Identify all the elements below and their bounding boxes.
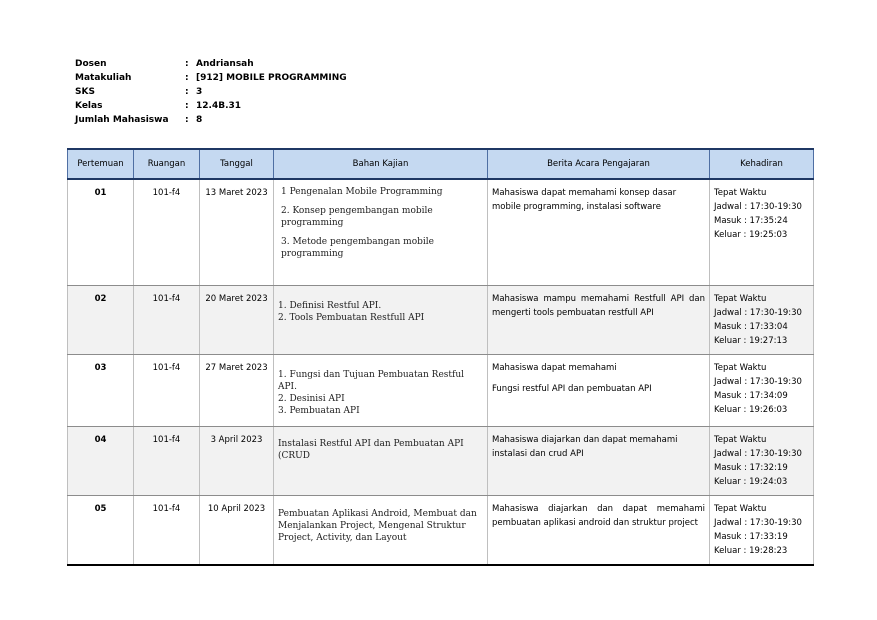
hadir-jadwal: Jadwal : 17:30-19:30 [714,448,802,459]
hadir-keluar: Keluar : 19:24:03 [714,476,788,487]
schedule-table [67,148,814,566]
kehadiran-cell [710,354,814,426]
bahan-kajian-cell [274,179,488,285]
hadir-masuk: Masuk : 17:32:19 [714,462,788,473]
table-row [68,495,814,565]
pertemuan-cell: 03 [68,354,134,426]
hadir-jadwal: Jadwal : 17:30-19:30 [714,202,802,212]
bahan-item: 2. Tools Pembuatan Restfull API [278,312,425,323]
pertemuan-cell: 01 [68,179,134,285]
kehadiran-cell [710,179,814,285]
kehadiran-cell [710,426,814,495]
bahan-kajian-cell [274,285,488,354]
berita-text: Fungsi restful API dan pembuatan API [492,383,652,394]
info-label: Jumlah Mahasiswa [75,115,169,125]
pertemuan-cell: 04 [68,426,134,495]
info-colon: : [185,73,189,83]
info-value: 8 [196,115,203,125]
bahan-item: 1. Fungsi dan Tujuan Pembuatan Restful API. [278,369,465,392]
info-label: Matakuliah [75,73,132,83]
hadir-keluar: Keluar : 19:27:13 [714,335,788,346]
table-header-row [68,149,814,179]
table-row [68,426,814,495]
hadir-keluar: Keluar : 19:28:23 [714,545,788,556]
tanggal-cell: 20 Maret 2023 [200,285,274,354]
header-pertemuan: Pertemuan [68,149,134,179]
hadir-masuk: Masuk : 17:34:09 [714,390,788,401]
kehadiran-cell [710,285,814,354]
berita-text: Mahasiswa mampu memahami Restfull API dan mengerti tools pembuatan restfull API [492,293,705,318]
info-colon: : [185,101,189,111]
hadir-masuk: Masuk : 17:33:04 [714,321,788,332]
header-ruangan: Ruangan [134,149,200,179]
berita-text: Mahasiswa dapat memahami [492,362,617,373]
ruangan-cell: 101-f4 [134,285,200,354]
header-berita-acara: Berita Acara Pengajaran [488,149,710,179]
info-value: 3 [196,87,203,97]
hadir-jadwal: Jadwal : 17:30-19:30 [714,376,802,387]
hadir-masuk: Masuk : 17:33:19 [714,531,788,542]
berita-acara-cell [488,495,710,565]
hadir-jadwal: Jadwal : 17:30-19:30 [714,307,802,318]
hadir-status: Tepat Waktu [714,293,767,304]
bahan-item: Instalasi Restful API dan Pembuatan API (CRUD [278,438,464,461]
tanggal-cell: 27 Maret 2023 [200,354,274,426]
info-colon: : [185,87,189,97]
info-colon: : [185,59,189,69]
ruangan-cell: 101-f4 [134,354,200,426]
hadir-keluar: Keluar : 19:25:03 [714,230,788,240]
bahan-item: 2. Desinisi API [278,393,345,404]
berita-acara-cell [488,285,710,354]
bahan-item: 1 Pengenalan Mobile Programming [281,187,443,197]
bahan-item: 3. Metode pengembangan mobile programming [281,237,434,259]
hadir-status: Tepat Waktu [714,434,767,445]
tanggal-cell: 13 Maret 2023 [200,179,274,285]
hadir-status: Tepat Waktu [714,503,767,514]
berita-acara-cell [488,179,710,285]
hadir-keluar: Keluar : 19:26:03 [714,404,788,415]
bahan-item: 1. Definisi Restful API. [278,300,382,311]
bahan-kajian-cell [274,354,488,426]
kehadiran-cell [710,495,814,565]
bahan-item: Pembuatan Aplikasi Android, Membuat dan Menjalankan Project, Mengenal Struktur Project, Activity, dan Layout [278,508,477,543]
hadir-status: Tepat Waktu [714,362,767,373]
berita-text: Mahasiswa dapat memahami konsep dasar mobile programming, instalasi software [492,188,677,212]
info-label: Dosen [75,59,107,69]
berita-text: Mahasiswa diajarkan dan dapat memahami instalasi dan crud API [492,434,678,459]
info-label: SKS [75,87,95,97]
table-row [68,285,814,354]
info-label: Kelas [75,101,103,111]
pertemuan-cell: 05 [68,495,134,565]
hadir-status: Tepat Waktu [714,188,767,198]
table-row [68,179,814,285]
ruangan-cell: 101-f4 [134,495,200,565]
berita-text: Mahasiswa diajarkan dan dapat memahami pembuatan aplikasi android dan struktur project [492,503,705,528]
info-value: Andriansah [196,59,254,69]
bahan-item: 2. Konsep pengembangan mobile programming [281,206,433,228]
bahan-kajian-cell [274,495,488,565]
table-row [68,354,814,426]
berita-acara-cell [488,354,710,426]
bahan-kajian-cell [274,426,488,495]
header-tanggal: Tanggal [200,149,274,179]
info-value: [912] MOBILE PROGRAMMING [196,73,347,83]
info-value: 12.4B.31 [196,101,242,111]
tanggal-cell: 3 April 2023 [200,426,274,495]
ruangan-cell: 101-f4 [134,426,200,495]
hadir-jadwal: Jadwal : 17:30-19:30 [714,517,802,528]
pertemuan-cell: 02 [68,285,134,354]
header-bahan-kajian: Bahan Kajian [274,149,488,179]
bahan-item: 3. Pembuatan API [278,405,360,416]
hadir-masuk: Masuk : 17:35:24 [714,216,788,226]
header-kehadiran: Kehadiran [710,149,814,179]
berita-acara-cell [488,426,710,495]
info-colon: : [185,115,189,125]
tanggal-cell: 10 April 2023 [200,495,274,565]
ruangan-cell: 101-f4 [134,179,200,285]
